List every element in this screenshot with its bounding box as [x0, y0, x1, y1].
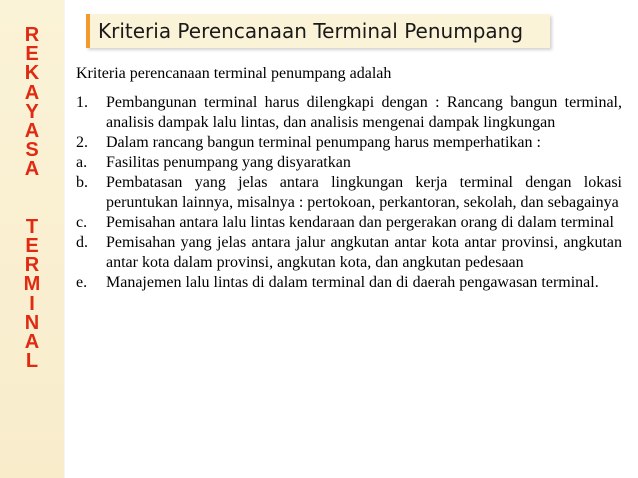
- list-item-text: Fasilitas penumpang yang disyaratkan: [106, 154, 351, 171]
- sidebar-letter: R: [24, 254, 40, 277]
- sidebar-letter: L: [25, 350, 39, 373]
- list-item-text: Pemisahan yang jelas antara jalur angkutan antar kota antar provinsi, angkutan antar kota dalam provinsi, angkutan kota, dan angkutan pedesaan: [106, 234, 622, 271]
- list-marker: 2.: [76, 134, 88, 151]
- list-item: [76, 273, 622, 293]
- sidebar-letter: A: [24, 119, 40, 142]
- list-item: [76, 153, 622, 173]
- sidebar-letter: A: [24, 331, 40, 354]
- slide-body: [76, 64, 622, 293]
- sidebar-letter: K: [24, 62, 40, 85]
- list-marker: a.: [76, 154, 88, 171]
- page-title: Kriteria Perencanaan Terminal Penumpang: [98, 19, 524, 43]
- title-banner: [86, 14, 550, 48]
- sidebar-letter: A: [24, 81, 40, 104]
- sidebar-letter: M: [23, 273, 41, 296]
- list-marker: c.: [76, 214, 88, 231]
- list-item: [76, 93, 622, 133]
- list-item-text: Manajemen lalu lintas di dalam terminal dan di daerah pengawasan terminal.: [106, 274, 599, 291]
- list-item: [76, 133, 622, 153]
- list-marker: d.: [76, 234, 88, 251]
- sidebar-letter: S: [25, 139, 39, 162]
- sidebar-letter: N: [24, 311, 40, 334]
- sidebar-letter: A: [24, 158, 40, 181]
- sidebar-letter: I: [29, 292, 35, 315]
- list-item: [76, 233, 622, 273]
- vertical-title: [0, 26, 64, 371]
- sidebar-letter: R: [24, 24, 40, 46]
- list-marker: 1.: [76, 94, 88, 111]
- list-marker: e.: [76, 274, 88, 291]
- sidebar-letter: T: [25, 215, 39, 238]
- list-item-text: Pembangunan terminal harus dilengkapi dengan : Rancang bangun terminal, analisis dampak lalu lintas, dan analisis mengenai dampak lingkungan: [106, 94, 622, 131]
- list-marker: b.: [76, 174, 88, 191]
- list-item-text: Pembatasan yang jelas antara lingkungan kerja terminal dengan lokasi peruntukan lainnya, misalnya : pertokoan, perkantoran, sekolah, dan sebagainya: [106, 174, 622, 211]
- sidebar-panel: [0, 0, 64, 478]
- list-item-text: Dalam rancang bangun terminal penumpang harus memperhatikan :: [106, 134, 541, 151]
- sidebar-letter: Y: [25, 100, 39, 123]
- list-item: [76, 213, 622, 233]
- intro-text: Kriteria perencanaan terminal penumpang adalah: [76, 65, 392, 82]
- sidebar-letter: E: [25, 43, 39, 66]
- sidebar-letter: E: [25, 235, 39, 258]
- list-item: [76, 173, 622, 213]
- list-item-text: Pemisahan antara lalu lintas kendaraan dan pergerakan orang di dalam terminal: [106, 214, 614, 231]
